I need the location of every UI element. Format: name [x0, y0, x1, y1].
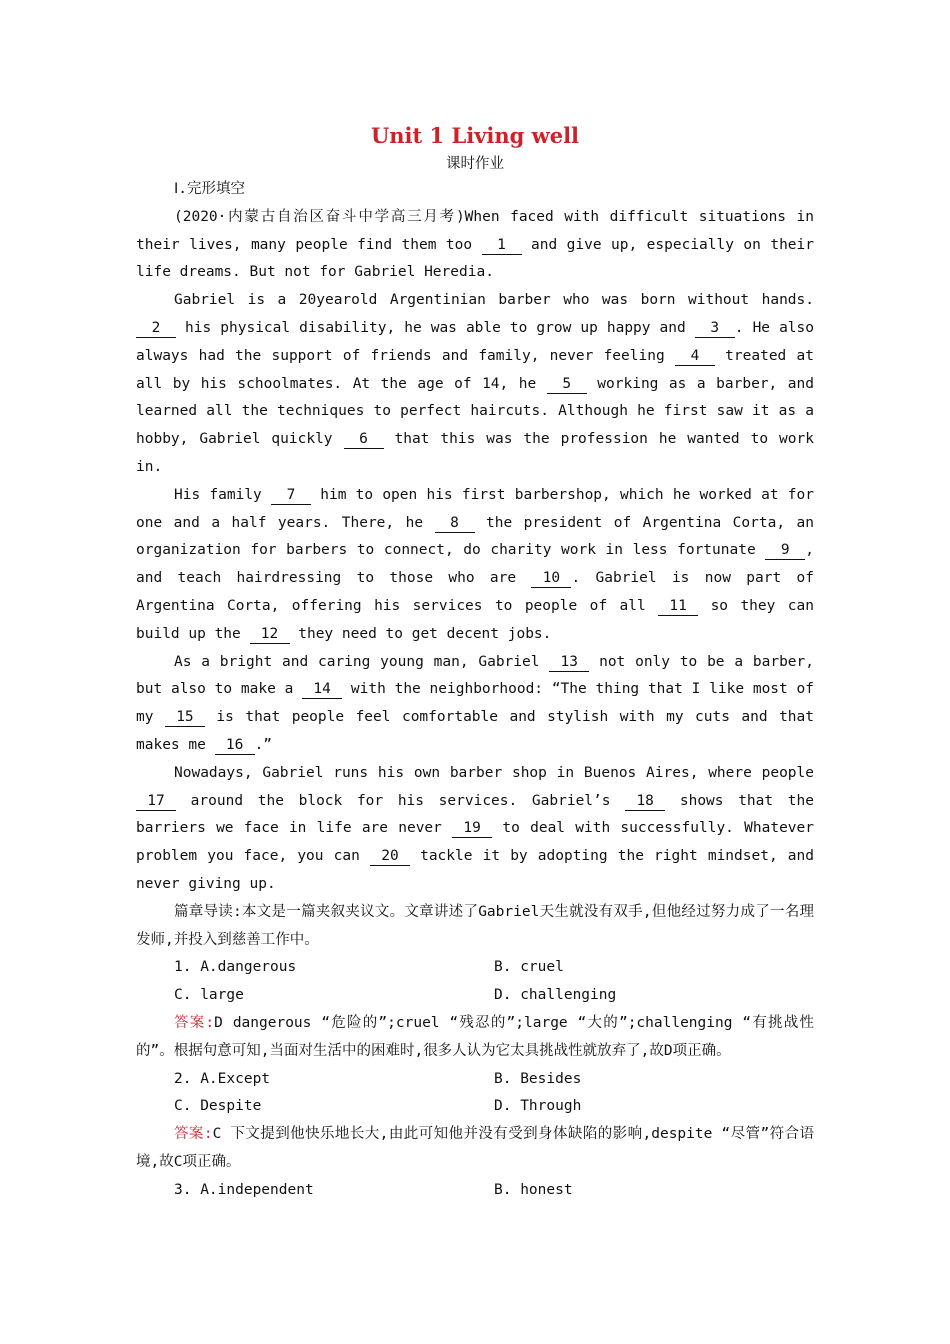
option-1a: 1. A.dangerous	[174, 959, 297, 976]
blank-16: 16	[215, 736, 255, 755]
blank-2: 2	[136, 319, 176, 338]
option-2b: B. Besides	[494, 1070, 582, 1087]
blank-9: 9	[765, 541, 805, 560]
option-1b: B. cruel	[494, 959, 564, 976]
blank-7: 7	[271, 486, 311, 505]
section-heading: Ⅰ.完形填空	[174, 181, 246, 197]
blank-8: 8	[435, 514, 475, 533]
blank-19: 19	[452, 819, 492, 838]
blank-18: 18	[625, 792, 665, 811]
passage-paragraph-1: (2020·内蒙古自治区奋斗中学高三月考)When faced with difficult situations in their lives, many people find them too 1 and give up, especially on their life dreams. But not for Gabriel Heredia.	[136, 208, 814, 281]
blank-1: 1	[482, 236, 522, 255]
option-3b: B. honest	[494, 1181, 573, 1198]
answer-2: 答案:C 下文提到他快乐地长大,由此可知他并没有受到身体缺陷的影响,despite “尽管”符合语境,故C项正确。	[136, 1126, 814, 1170]
blank-5: 5	[547, 375, 587, 394]
question-1-options-ab	[136, 954, 814, 982]
question-1-options-cd	[136, 982, 814, 1010]
option-2a: 2. A.Except	[174, 1070, 271, 1087]
document-subtitle: 课时作业	[446, 156, 504, 172]
option-3a: 3. A.independent	[174, 1181, 314, 1198]
option-1c: C. large	[174, 987, 244, 1004]
option-1d: D. challenging	[494, 987, 617, 1004]
blank-10: 10	[531, 569, 571, 588]
passage-paragraph-2: Gabriel is a 20yearold Argentinian barber who was born without hands. 2 his physical disability, he was able to grow up happy and 3 . He also always had the support of friends and family, never feeling 4 treated at all by his schoolmates. At the age of 14, he 5 working as a barber, and learned all the techniques to perfect haircuts. Although he first saw it as a hobby, Gabriel quickly 6 that this was the profession he wanted to work in.	[136, 292, 814, 475]
blank-3: 3	[695, 319, 735, 338]
passage-paragraph-3: His family 7 him to open his first barbershop, which he worked at for one and a half years. There, he 8 the president of Argentina Corta, an organization for barbers to connect, do charity work in less fortunate 9 , and teach hairdressing to those who are 10 . Gabriel is now part of Argentina Corta, offering his services to people of all 11 so they can build up the 12 they need to get decent jobs.	[136, 486, 814, 642]
passage-paragraph-5: Nowadays, Gabriel runs his own barber shop in Buenos Aires, where people 17 around the block for his services. Gabriel’s 18 shows that the barriers we face in life are never 19 to deal with successfully. Whatever problem you face, you can 20 tackle it by adopting the right mindset, and never giving up.	[136, 764, 814, 892]
blank-14: 14	[302, 680, 342, 699]
blank-17: 17	[136, 792, 176, 811]
document-page	[136, 120, 814, 1204]
question-2-options-cd	[136, 1093, 814, 1121]
passage-paragraph-4: As a bright and caring young man, Gabriel 13 not only to be a barber, but also to make a 14 with the neighborhood: “The thing that I like most of my 15 is that people feel comfortable and stylish with my cuts and that makes me 16 .”	[136, 653, 814, 753]
blank-15: 15	[165, 708, 205, 727]
passage-guide: 篇章导读:本文是一篇夹叙夹议文。文章讲述了Gabriel天生就没有双手,但他经过努力成了一名理发师,并投入到慈善工作中。	[136, 903, 814, 948]
option-2c: C. Despite	[174, 1098, 262, 1115]
blank-12: 12	[250, 625, 290, 644]
answer-1: 答案:D dangerous “危险的”;cruel “残忍的”;large “大的”;challenging “有挑战性的”。根据句意可知,当面对生活中的困难时,很多人认为它太具挑战性就放弃了,故D项正确。	[136, 1014, 814, 1059]
blank-4: 4	[675, 347, 715, 366]
question-2-options-ab	[136, 1066, 814, 1094]
blank-11: 11	[658, 597, 698, 616]
blank-6: 6	[344, 430, 384, 449]
question-3-options-ab	[136, 1177, 814, 1205]
blank-13: 13	[549, 653, 589, 672]
option-2d: D. Through	[494, 1098, 582, 1115]
answer-label: 答案:	[174, 1014, 215, 1031]
answer-label: 答案:	[174, 1126, 213, 1143]
blank-20: 20	[370, 847, 410, 866]
document-title: Unit 1 Living well	[370, 123, 580, 148]
